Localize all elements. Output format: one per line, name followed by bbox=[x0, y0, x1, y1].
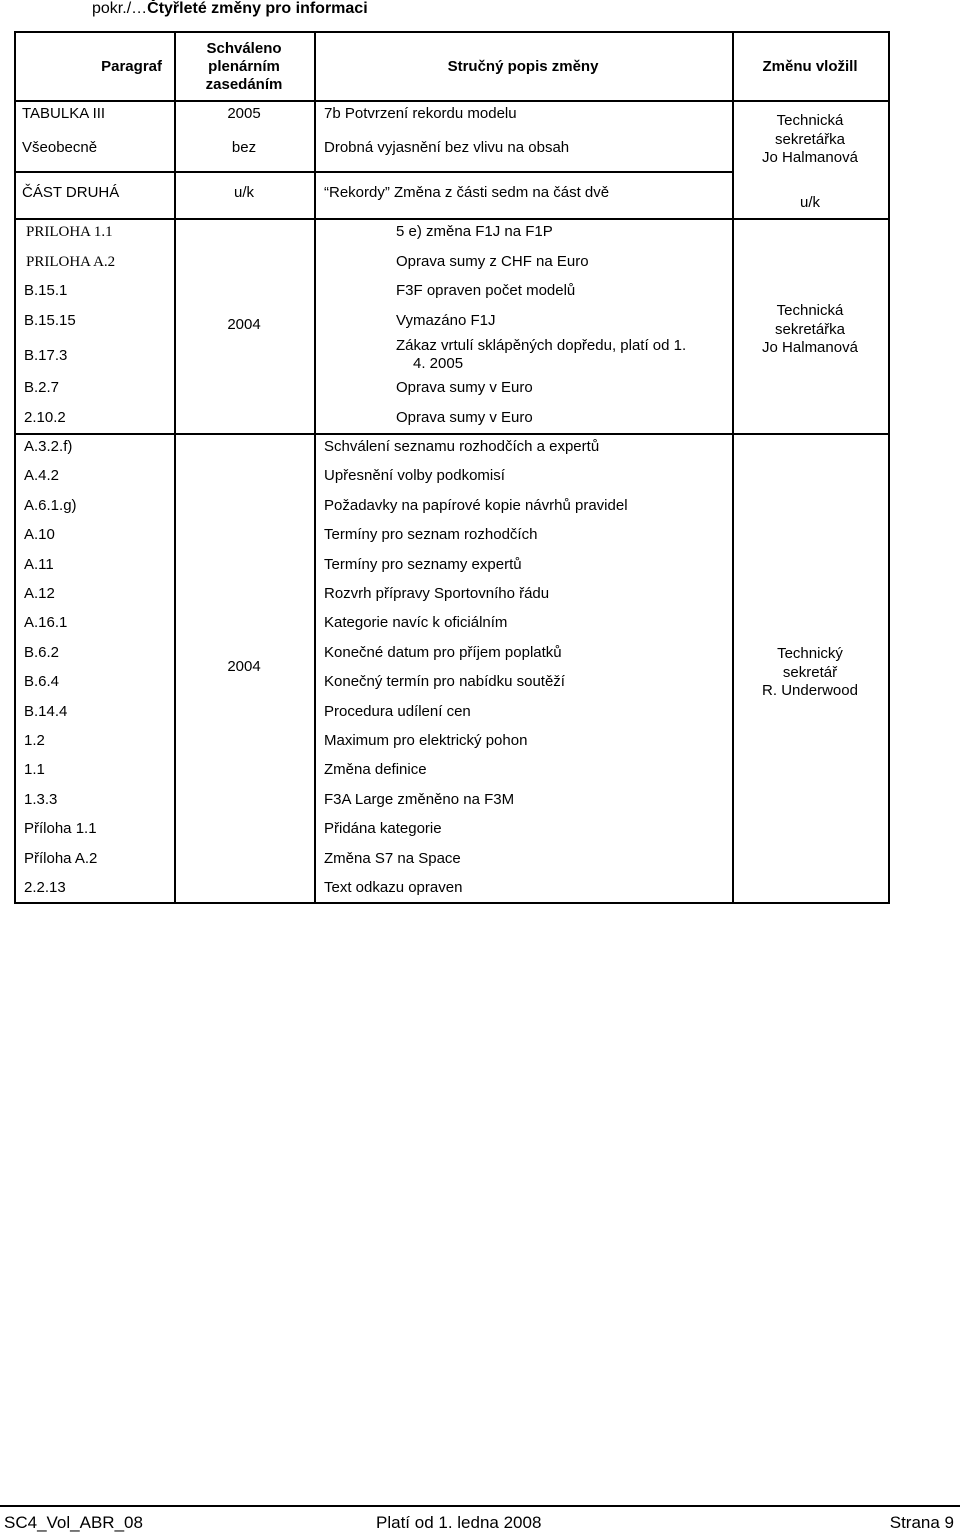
paragraph-cell: TABULKA III bbox=[22, 105, 106, 122]
paragraph-cell: 2.10.2 bbox=[24, 409, 66, 426]
table-rule bbox=[14, 31, 890, 33]
description-cell: Schválení seznamu rozhodčích a expertů bbox=[324, 438, 600, 455]
paragraph-cell: B.2.7 bbox=[24, 379, 60, 396]
paragraph-cell: A.6.1.g) bbox=[24, 496, 77, 514]
description-cell: Vymazáno F1J bbox=[396, 312, 496, 329]
paragraph-cell: Příloha 1.1 bbox=[24, 820, 97, 838]
table-rule bbox=[888, 31, 890, 904]
table-rule bbox=[14, 31, 16, 904]
approval-cell: 2004 bbox=[227, 316, 261, 333]
table-rule bbox=[14, 433, 890, 435]
paragraph-cell: B.15.1 bbox=[24, 282, 68, 299]
description-cell: Kategorie navíc k oficiálním bbox=[324, 614, 508, 632]
description-cell: Změna definice bbox=[324, 761, 427, 779]
paragraph-cell: 1.2 bbox=[24, 732, 45, 749]
submitted-by-line: sekretář bbox=[782, 663, 838, 681]
table-rule bbox=[174, 31, 176, 904]
description-cell: Oprava sumy v Euro bbox=[396, 379, 533, 396]
submitted-by-uk: u/k bbox=[799, 194, 820, 211]
description-cell-continued: 4. 2005 bbox=[413, 355, 464, 372]
description-cell: Oprava sumy z CHF na Euro bbox=[396, 253, 589, 270]
footer-validity: Platí od 1. ledna 2008 bbox=[376, 1513, 542, 1532]
paragraph-cell: 1.3.3 bbox=[24, 790, 58, 808]
description-cell: Upřesnění volby podkomisí bbox=[324, 467, 505, 485]
table-rule bbox=[314, 31, 316, 904]
paragraph-cell: 2.2.13 bbox=[24, 879, 66, 896]
column-header-popis: Stručný popis změny bbox=[447, 58, 599, 75]
footer-document-code: SC4_Vol_ABR_08 bbox=[4, 1513, 143, 1532]
description-cell: Text odkazu opraven bbox=[324, 879, 463, 896]
description-cell: “Rekordy” Změna z části sedm na část dvě bbox=[324, 184, 610, 201]
column-header-schvaleno-line: zasedáním bbox=[205, 76, 283, 93]
paragraph-cell: B.6.4 bbox=[24, 673, 60, 691]
column-header-paragraf: Paragraf bbox=[101, 58, 162, 75]
paragraph-cell: 1.1 bbox=[24, 761, 45, 779]
description-cell: Konečný termín pro nabídku soutěží bbox=[324, 673, 565, 691]
submitted-by-line: sekretářka bbox=[774, 130, 846, 148]
description-cell: Zákaz vrtulí sklápěných dopředu, platí od 1. bbox=[396, 337, 687, 354]
description-cell: Konečné datum pro příjem poplatků bbox=[324, 643, 562, 661]
description-cell: Drobná vyjasnění bez vlivu na obsah bbox=[324, 139, 570, 156]
approval-cell: 2004 bbox=[227, 658, 261, 675]
heading-prefix: pokr./… bbox=[92, 0, 148, 17]
paragraph-cell: B.14.4 bbox=[24, 702, 68, 720]
column-header-schvaleno-line: Schváleno bbox=[206, 40, 282, 57]
submitted-by-line: Technický bbox=[777, 645, 843, 662]
paragraph-cell: ČÁST DRUHÁ bbox=[22, 184, 120, 201]
description-cell: Procedura udílení cen bbox=[324, 702, 471, 720]
paragraph-cell: A.3.2.f) bbox=[24, 438, 73, 455]
submitted-by-line: Technická bbox=[776, 112, 844, 129]
table-rule bbox=[14, 100, 890, 102]
paragraph-cell: B.17.3 bbox=[24, 347, 68, 364]
submitted-by-line: R. Underwood bbox=[762, 682, 858, 699]
description-cell: 5 e) změna F1J na F1P bbox=[396, 223, 553, 240]
description-cell: Termíny pro seznamy expertů bbox=[324, 555, 522, 573]
description-cell: Přidána kategorie bbox=[324, 820, 442, 838]
heading-title: Čtyřleté změny pro informaci bbox=[147, 0, 368, 17]
description-cell: 7b Potvrzení rekordu modelu bbox=[324, 105, 517, 122]
submitted-by-line: Jo Halmanová bbox=[762, 149, 858, 166]
submitted-by-line: Jo Halmanová bbox=[762, 339, 858, 356]
paragraph-cell: A.12 bbox=[24, 585, 55, 602]
paragraph-cell: Příloha A.2 bbox=[24, 849, 98, 867]
description-cell: Rozvrh přípravy Sportovního řádu bbox=[324, 585, 550, 602]
paragraph-cell: B.15.15 bbox=[24, 312, 76, 329]
paragraph-cell: Všeobecně bbox=[22, 139, 98, 156]
description-cell: Oprava sumy v Euro bbox=[396, 409, 533, 426]
approval-cell: 2005 bbox=[227, 105, 261, 122]
approval-cell: bez bbox=[231, 139, 257, 156]
paragraph-cell: PRILOHA 1.1 bbox=[26, 224, 113, 240]
description-cell: F3F opraven počet modelů bbox=[396, 282, 576, 299]
description-cell: Maximum pro elektrický pohon bbox=[324, 732, 528, 749]
submitted-by-line: sekretářka bbox=[774, 320, 846, 338]
submitted-by-line: Technická bbox=[776, 302, 844, 319]
page-heading bbox=[92, 0, 368, 18]
paragraph-cell: A.11 bbox=[24, 555, 54, 573]
table-rule bbox=[14, 218, 890, 220]
paragraph-cell: A.16.1 bbox=[24, 614, 68, 632]
paragraph-cell: A.4.2 bbox=[24, 467, 60, 485]
table-rule bbox=[14, 171, 734, 173]
column-header-vlozil: Změnu vložill bbox=[762, 58, 858, 75]
paragraph-cell: B.6.2 bbox=[24, 643, 60, 661]
description-cell: Změna S7 na Space bbox=[324, 849, 461, 867]
page-footer bbox=[0, 1505, 960, 1536]
paragraph-cell: PRILOHA A.2 bbox=[26, 254, 116, 270]
description-cell: F3A Large změněno na F3M bbox=[324, 790, 515, 808]
description-cell: Termíny pro seznam rozhodčích bbox=[324, 526, 538, 544]
paragraph-cell: A.10 bbox=[24, 526, 55, 544]
table-rule bbox=[14, 902, 890, 904]
approval-cell: u/k bbox=[233, 184, 254, 201]
footer-page-number: Strana 9 bbox=[889, 1513, 954, 1532]
description-cell: Požadavky na papírové kopie návrhů pravidel bbox=[324, 496, 628, 514]
column-header-schvaleno-line: plenárním bbox=[208, 58, 280, 75]
